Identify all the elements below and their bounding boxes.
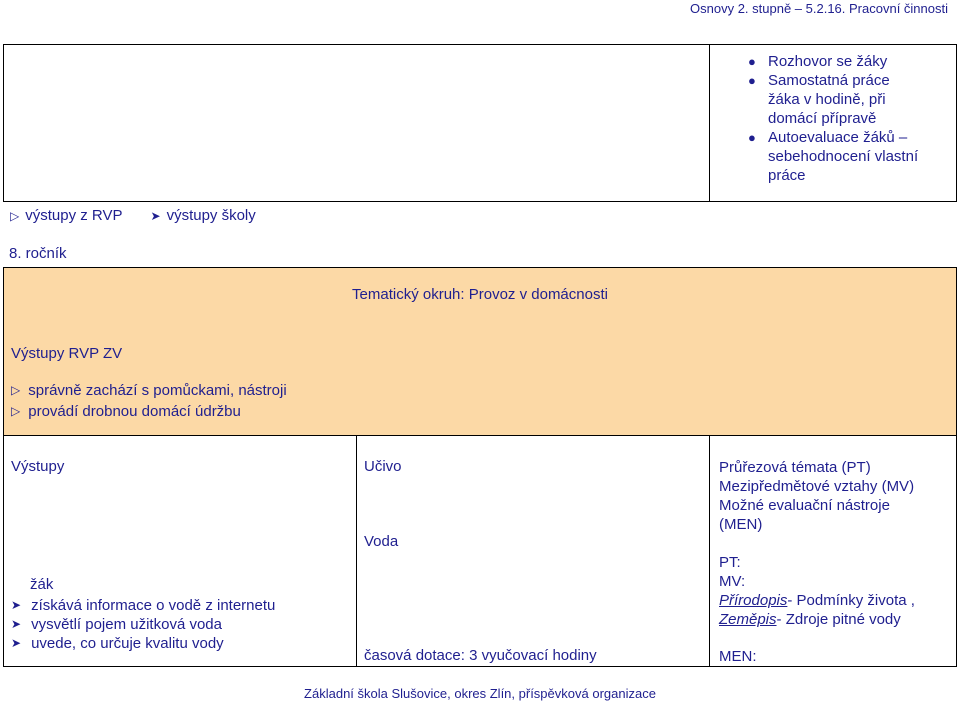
theme-row: [4, 268, 956, 436]
column-divider: [356, 436, 357, 667]
subject-link: Přírodopis: [719, 592, 788, 609]
arrow-icon: ➤: [11, 598, 22, 612]
mv-label: MV:: [719, 573, 746, 590]
content-column: [364, 458, 597, 664]
list-item: ➤ vysvětlí pojem užitková voda: [11, 616, 222, 633]
bullet-icon: ●: [748, 73, 756, 88]
document-footer: Základní škola Slušovice, okres Zlín, příspěvková organizace: [304, 686, 656, 701]
column-divider: [709, 45, 710, 201]
list-item: ➤ uvede, co určuje kvalitu vody: [11, 635, 224, 652]
list-item: ▷ provádí drobnou domácí údržbu: [11, 403, 241, 420]
rvp-list: [11, 380, 287, 422]
list-item: ● Rozhovor se žáky: [748, 53, 888, 70]
list-item: ➤ získává informace o vodě z internetu: [11, 597, 276, 614]
men-label: MEN:: [719, 648, 757, 665]
evaluation-table: [3, 44, 957, 202]
subject-link: Zeměpis: [719, 611, 777, 628]
legend-rvp: výstupy z RVP: [25, 207, 123, 224]
arrow-icon: ➤: [150, 208, 161, 223]
document-header: Osnovy 2. stupně – 5.2.16. Pracovní činnosti: [690, 1, 948, 16]
mv-item: Přírodopis- Podmínky života ,: [719, 592, 915, 609]
outputs-list: [11, 596, 351, 653]
subject-label: žák: [30, 576, 54, 593]
rvp-title: Výstupy RVP ZV: [11, 345, 123, 362]
column-header-line: (MEN): [719, 516, 763, 533]
mv-item: Zeměpis- Zdroje pitné vody: [719, 611, 901, 628]
topic-label: Voda: [364, 533, 399, 550]
column-divider: [709, 436, 710, 667]
outline-triangle-icon: ▷: [11, 383, 21, 397]
legend-school: výstupy školy: [166, 207, 256, 224]
arrow-icon: ➤: [11, 617, 22, 631]
curriculum-table: [3, 267, 957, 667]
column-header-line: Možné evaluační nástroje: [719, 497, 890, 514]
bullet-icon: ●: [748, 54, 756, 69]
outline-triangle-icon: ▷: [11, 404, 21, 418]
list-item: ● Samostatná práce žáka v hodině, při domácí přípravě: [748, 72, 890, 127]
arrow-icon: ➤: [11, 636, 22, 650]
pt-label: PT:: [719, 554, 741, 571]
column-header-line: Průřezová témata (PT): [719, 459, 871, 476]
list-item: ▷ správně zachází s pomůckami, nástroji: [11, 382, 287, 399]
grade-heading: 8. ročník: [9, 245, 67, 262]
evaluation-list: [748, 52, 958, 185]
time-allocation: časová dotace: 3 vyučovací hodiny: [364, 647, 597, 664]
cross-curricular-column: [719, 458, 954, 665]
list-item: ● Autoevaluace žáků – sebehodnocení vlastní práce: [748, 129, 919, 184]
outline-triangle-icon: ▷: [10, 208, 20, 223]
column-header: Výstupy: [11, 458, 65, 475]
outputs-column: [11, 458, 351, 652]
detail-row: [4, 436, 956, 667]
bullet-icon: ●: [748, 130, 756, 145]
column-header: Učivo: [364, 458, 402, 475]
outputs-legend: [10, 207, 256, 224]
theme-title: Tematický okruh: Provoz v domácnosti: [352, 286, 608, 303]
column-header-line: Mezipředmětové vztahy (MV): [719, 478, 915, 495]
